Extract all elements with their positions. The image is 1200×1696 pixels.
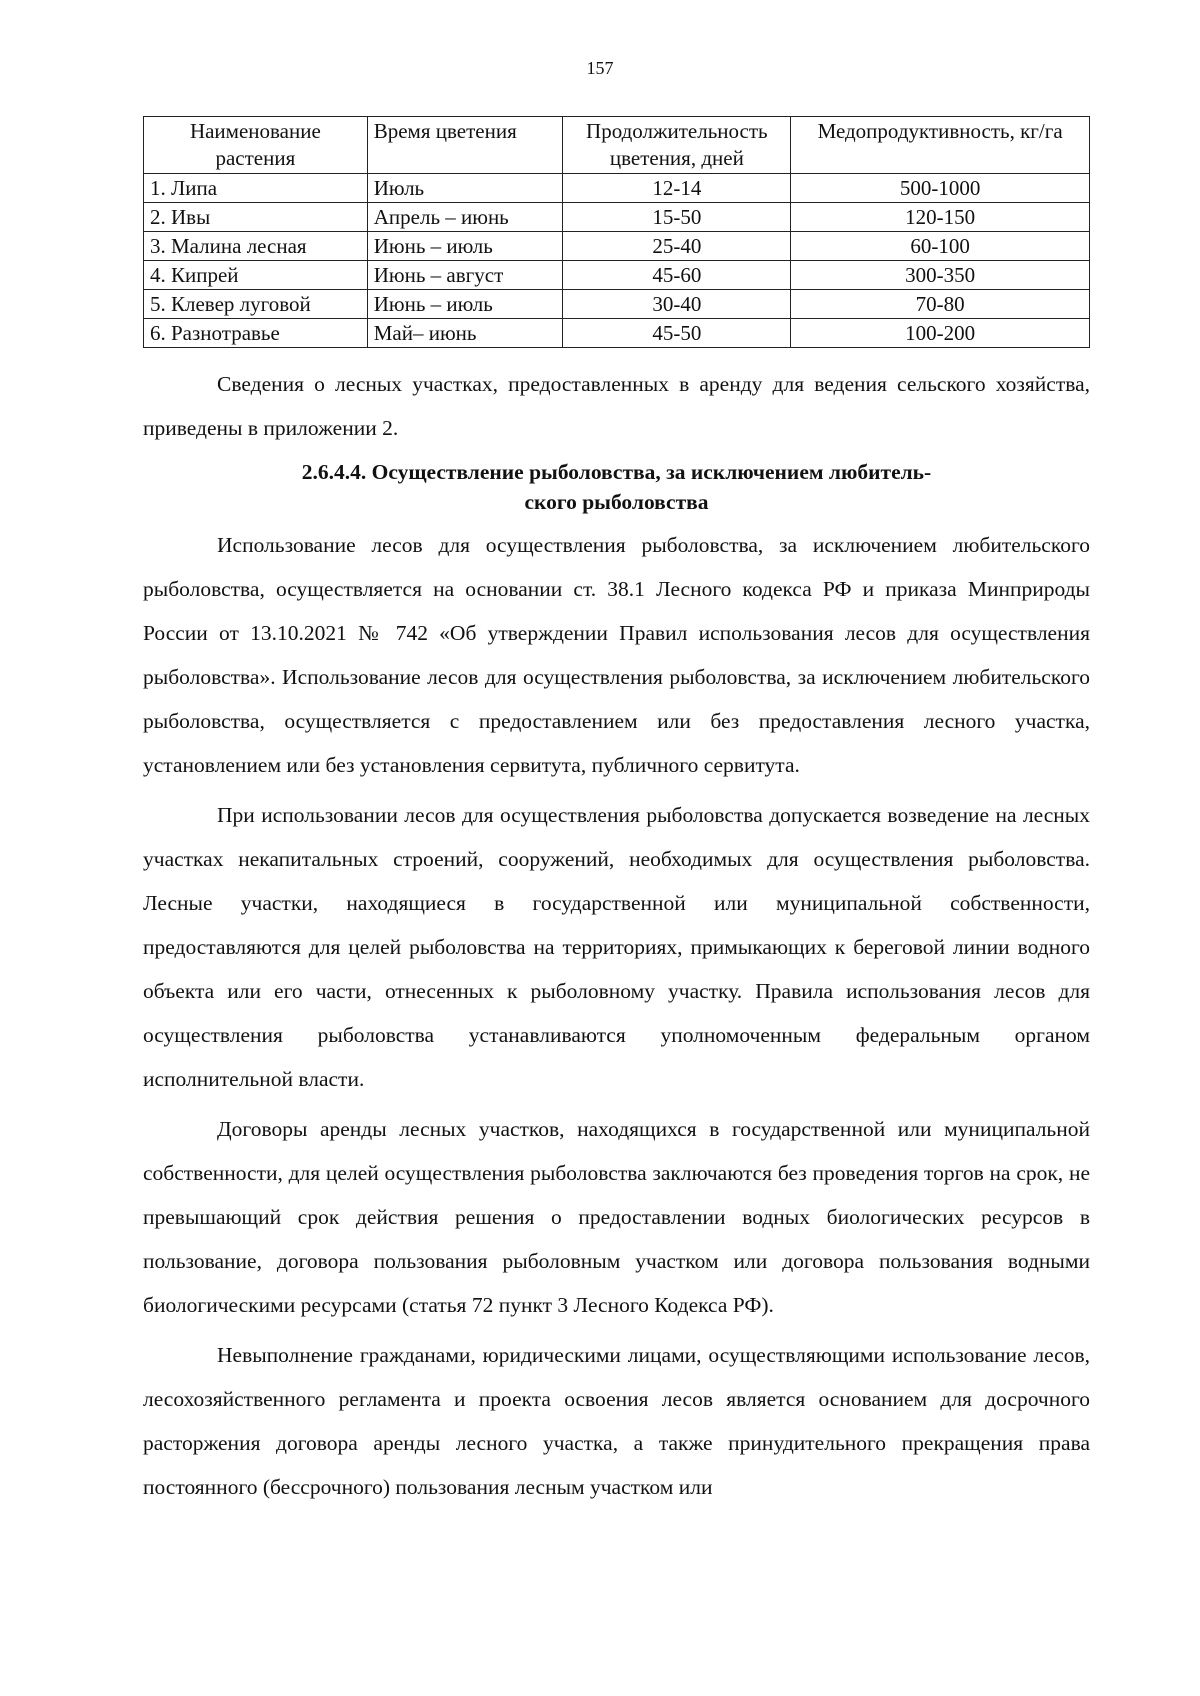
cell-plant: 3. Малина лесная [144, 232, 368, 261]
table-row [144, 261, 1090, 290]
section-body [143, 523, 1090, 1509]
intro-paragraph: Сведения о лесных участках, предоставленных в аренду для ведения сельского хозяйства, приведены в приложении 2. [143, 372, 1090, 440]
cell-duration: 45-50 [563, 319, 791, 348]
cell-productivity: 300-350 [791, 261, 1090, 290]
cell-plant: 2. Ивы [144, 203, 368, 232]
cell-duration: 12-14 [563, 174, 791, 203]
body-paragraph: При использовании лесов для осуществления рыболовства допускается возведение на лесных участках некапитальных строений, сооружений, необходимых для осуществления рыболовства. Лесные участки, находящиеся в государственной или муниципальной собственности, предоставляются для целей рыболовства на территориях, примыкающих к береговой линии водного объекта или его части, отнесенных к рыболовному участку. Правила использования лесов для осуществления рыболовства устанавливаются уполномоченным федеральным органом исполнительной власти. [143, 803, 1090, 1091]
body-paragraph: Невыполнение гражданами, юридическими лицами, осуществляющими использование лесов, лесохозяйственного регламента и проекта освоения лесов является основанием для досрочного расторжения договора аренды лесного участка, а также принудительного прекращения права постоянного (бессрочного) пользования лесным участком или [143, 1343, 1090, 1499]
cell-productivity: 500-1000 [791, 174, 1090, 203]
honey-plants-table [143, 116, 1090, 348]
cell-bloom-time: Июль [367, 174, 563, 203]
cell-plant: 6. Разнотравье [144, 319, 368, 348]
cell-plant: 5. Клевер луговой [144, 290, 368, 319]
cell-duration: 25-40 [563, 232, 791, 261]
cell-productivity: 70-80 [791, 290, 1090, 319]
cell-bloom-time: Июнь – август [367, 261, 563, 290]
body-paragraph: Договоры аренды лесных участков, находящихся в государственной или муниципальной собственности, для целей осуществления рыболовства заключаются без проведения торгов на срок, не превышающий срок действия решения о предоставлении водных биологических ресурсов в пользование, договора пользования рыболовным участком или договора пользования водными биологическими ресурсами (статья 72 пункт 3 Лесного Кодекса РФ). [143, 1117, 1090, 1317]
cell-productivity: 60-100 [791, 232, 1090, 261]
header-honey-productivity: Медопродуктивность, кг/га [791, 117, 1090, 174]
table-row [144, 174, 1090, 203]
table-header-row [144, 117, 1090, 174]
cell-bloom-time: Апрель – июнь [367, 203, 563, 232]
cell-bloom-time: Июнь – июль [367, 290, 563, 319]
section-heading-line-1: 2.6.4.4. Осуществление рыболовства, за исключением любитель- [301, 460, 932, 484]
section-heading [143, 457, 1090, 517]
cell-duration: 15-50 [563, 203, 791, 232]
cell-bloom-time: Июнь – июль [367, 232, 563, 261]
cell-duration: 30-40 [563, 290, 791, 319]
cell-bloom-time: Май– июнь [367, 319, 563, 348]
table-row [144, 319, 1090, 348]
body-paragraph: Использование лесов для осуществления рыболовства, за исключением любительского рыболовства, осуществляется на основании ст. 38.1 Лесного кодекса РФ и приказа Минприроды России от 13.10.2021 № 742 «Об утверждении Правил использования лесов для осуществления рыболовства». Использование лесов для осуществления рыболовства, за исключением любительского рыболовства, осуществляется с предоставлением или без предоставления лесного участка, установлением или без установления сервитута, публичного сервитута. [143, 533, 1090, 777]
header-bloom-time: Время цветения [367, 117, 563, 174]
table-row [144, 232, 1090, 261]
header-bloom-duration: Продолжительность цветения, дней [563, 117, 791, 174]
cell-plant: 4. Кипрей [144, 261, 368, 290]
section-heading-line-2: ского рыболовства [524, 490, 709, 514]
table-row [144, 203, 1090, 232]
page-number: 157 [586, 58, 614, 78]
cell-duration: 45-60 [563, 261, 791, 290]
cell-plant: 1. Липа [144, 174, 368, 203]
table-row [144, 290, 1090, 319]
cell-productivity: 120-150 [791, 203, 1090, 232]
cell-productivity: 100-200 [791, 319, 1090, 348]
header-plant-name: Наименование растения [144, 117, 368, 174]
intro-block [143, 362, 1090, 450]
